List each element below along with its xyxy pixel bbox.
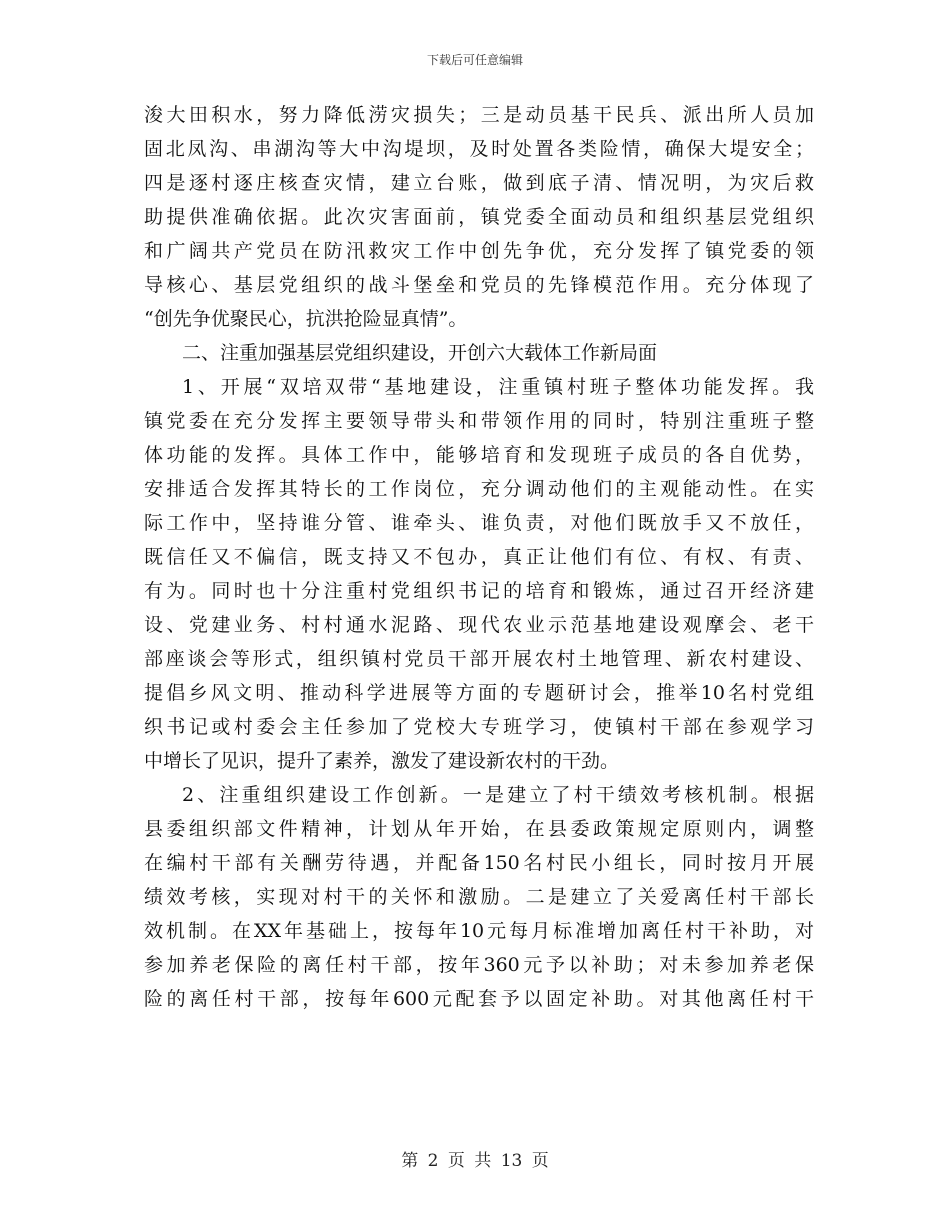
text-line: 提倡乡风文明、推动科学进展等方面的专题研讨会，推举10名村党组 [144,682,814,704]
text-line: 际工作中，坚持谁分管、谁牵头、谁负责，对他们既放手又不放任， [144,512,814,534]
text-line: 镇党委在充分发挥主要领导带头和带领作用的同时，特别注重班子整 [144,410,814,432]
page-header: 下载后可任意编辑 [426,53,523,67]
text-line: 体功能的发挥。具体工作中，能够培育和发现班子成员的各自优势， [144,444,814,466]
text-line: 1、开展“双培双带“基地建设，注重镇村班子整体功能发挥。我 [182,376,814,398]
text-line: 参加养老保险的离任村干部，按年360元予以补助；对未参加养老保 [144,954,814,976]
text-line: 浚大田积水，努力降低涝灾损失；三是动员基干民兵、派出所人员加 [144,104,814,126]
text-line: 织书记或村委会主任参加了党校大专班学习，使镇村干部在参观学习 [144,716,814,738]
text-line: 险的离任村干部，按每年600元配套予以固定补助。对其他离任村干 [144,988,814,1010]
text-line: 在编村干部有关酬劳待遇，并配备150名村民小组长，同时按月开展 [144,852,814,874]
page-footer: 第 2 页 共 13 页 [401,1151,549,1171]
text-line: 助提供准确依据。此次灾害面前，镇党委全面动员和组织基层党组织 [144,206,814,228]
text-line: 安排适合发挥其特长的工作岗位，充分调动他们的主观能动性。在实 [144,478,814,500]
text-line: 固北凤沟、串湖沟等大中沟堤坝，及时处置各类险情，确保大堤安全； [144,138,814,160]
document-body [144,98,814,1016]
text-line: 绩效考核，实现对村干的关怀和激励。二是建立了关爱离任村干部长 [144,886,814,908]
text-line: 效机制。在XX年基础上，按每年10元每月标准增加离任村干补助，对 [144,920,814,942]
text-line: 县委组织部文件精神，计划从年开始，在县委政策规定原则内，调整 [144,818,814,840]
text-line: 部座谈会等形式，组织镇村党员干部开展农村土地管理、新农村建设、 [144,648,814,670]
text-line: 2、注重组织建设工作创新。一是建立了村干绩效考核机制。根据 [182,784,814,806]
text-line: 中增长了见识，提升了素养，激发了建设新农村的干劲。 [144,750,620,772]
text-line: 既信任又不偏信，既支持又不包办，真正让他们有位、有权、有责、 [144,546,814,568]
section-heading: 二、注重加强基层党组织建设，开创六大载体工作新局面 [182,342,658,364]
text-line: 导核心、基层党组织的战斗堡垒和党员的先锋模范作用。充分体现了 [144,274,814,296]
text-line: 有为。同时也十分注重村党组织书记的培育和锻炼，通过召开经济建 [144,580,814,602]
text-line: 四是逐村逐庄核查灾情，建立台账，做到底子清、情况明，为灾后救 [144,172,814,194]
text-line: 和广阔共产党员在防汛救灾工作中创先争优，充分发挥了镇党委的领 [144,240,814,262]
text-line: “创先争优聚民心，抗洪抢险显真情”。 [144,308,468,330]
text-line: 设、党建业务、村村通水泥路、现代农业示范基地建设观摩会、老干 [144,614,814,636]
